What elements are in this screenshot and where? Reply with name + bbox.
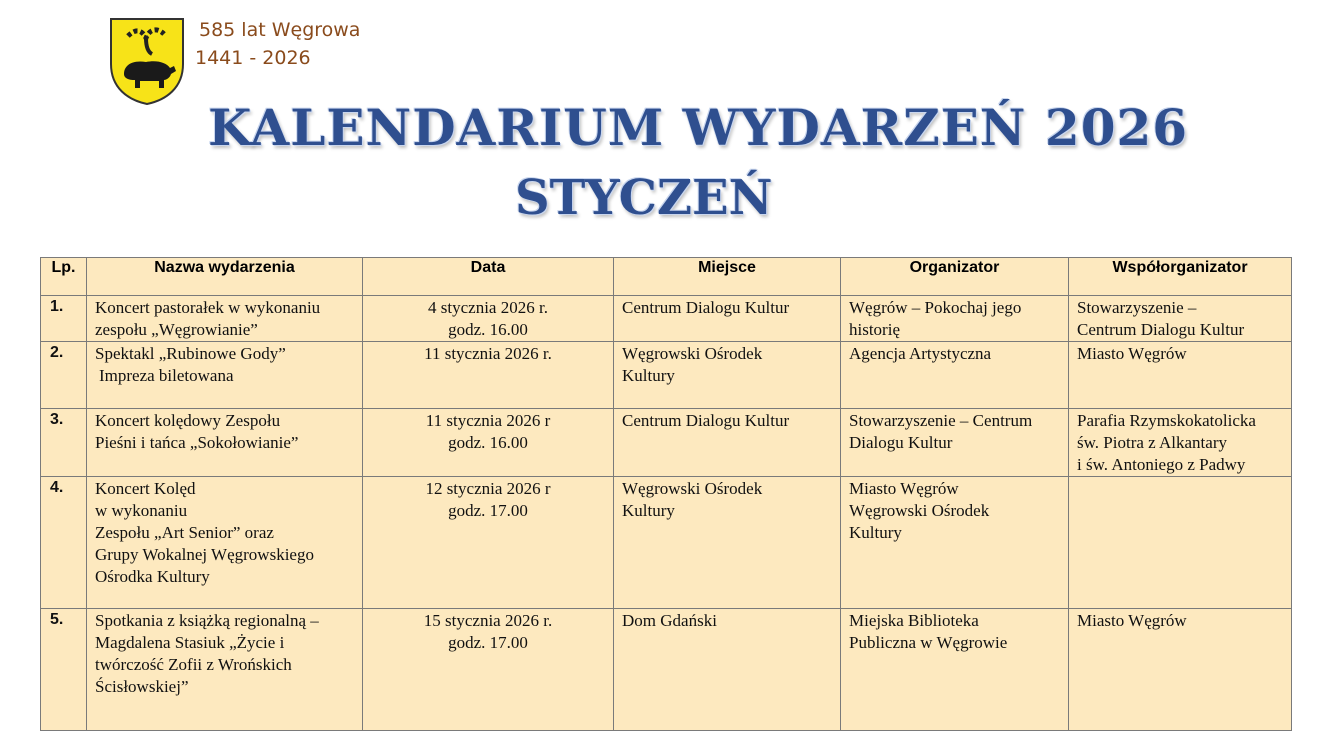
cell-organizer (841, 342, 1069, 409)
coat-of-arms-bear-icon (108, 16, 186, 106)
cell-line: i św. Antoniego z Padwy (1077, 455, 1246, 474)
cell-organizer (841, 477, 1069, 609)
cell-line: Agencja Artystyczna (849, 344, 992, 363)
cell-place (614, 609, 841, 731)
cell-coorganizer (1069, 477, 1292, 609)
cell-line: Węgrowski Ośrodek (849, 501, 990, 520)
anniversary-years: 1441 - 2026 (195, 47, 311, 69)
cell-line: Kultury (622, 366, 675, 385)
cell-date (363, 296, 614, 342)
cell-line: historię (849, 320, 900, 339)
cell-line: 12 stycznia 2026 r (425, 479, 551, 498)
column-header-lp: Lp. (41, 258, 87, 296)
cell-line: św. Piotra z Alkantary (1077, 433, 1227, 452)
column-header-coorganizer: Współorganizator (1069, 258, 1292, 296)
cell-coorganizer (1069, 296, 1292, 342)
cell-line: Dom Gdański (622, 611, 717, 630)
cell-line: Magdalena Stasiuk „Życie i (95, 633, 285, 652)
cell-line: Miasto Węgrów (849, 479, 959, 498)
cell-line: Dialogu Kultur (849, 433, 953, 452)
cell-line: Ścisłowskiej” (95, 677, 189, 696)
cell-line: 11 stycznia 2026 r. (424, 344, 552, 363)
cell-line: zespołu „Węgrowianie” (95, 320, 258, 339)
cell-line: 15 stycznia 2026 r. (423, 611, 553, 630)
cell-name (87, 477, 363, 609)
cell-line: Koncert kolędowy Zespołu (95, 411, 281, 430)
column-header-date: Data (363, 258, 614, 296)
cell-place (614, 477, 841, 609)
column-header-place: Miejsce (614, 258, 841, 296)
cell-organizer (841, 296, 1069, 342)
column-header-organizer: Organizator (841, 258, 1069, 296)
cell-line: Parafia Rzymskokatolicka (1077, 411, 1256, 430)
cell-line: godz. 17.00 (448, 633, 528, 652)
table-header-row (41, 258, 1292, 296)
cell-line: w wykonaniu (95, 501, 188, 520)
cell-place (614, 409, 841, 477)
row-number: 1. (41, 296, 87, 342)
cell-place (614, 342, 841, 409)
cell-organizer (841, 609, 1069, 731)
cell-line: Stowarzyszenie – Centrum (849, 411, 1033, 430)
cell-line: Węgrowski Ośrodek (622, 344, 763, 363)
cell-coorganizer (1069, 409, 1292, 477)
cell-line: Koncert pastorałek w wykonaniu (95, 298, 321, 317)
cell-line: Pieśni i tańca „Sokołowianie” (95, 433, 299, 452)
cell-line: Kultury (622, 501, 675, 520)
cell-line: twórczość Zofii z Wrońskich (95, 655, 292, 674)
row-number: 5. (41, 609, 87, 731)
column-header-name: Nazwa wydarzenia (87, 258, 363, 296)
cell-place (614, 296, 841, 342)
cell-line: Ośrodka Kultury (95, 567, 210, 586)
cell-coorganizer (1069, 342, 1292, 409)
table-row (41, 409, 1292, 477)
cell-line: Spotkania z książką regionalną – (95, 611, 319, 630)
cell-date (363, 609, 614, 731)
table-row (41, 342, 1292, 409)
cell-date (363, 477, 614, 609)
row-number: 4. (41, 477, 87, 609)
table-row (41, 296, 1292, 342)
cell-line: Grupy Wokalnej Węgrowskiego (95, 545, 314, 564)
cell-line: Miasto Węgrów (1077, 611, 1187, 630)
month-title: STYCZEŃ (515, 170, 773, 226)
cell-line: Miejska Biblioteka (849, 611, 979, 630)
cell-date (363, 342, 614, 409)
cell-line: godz. 16.00 (448, 433, 528, 452)
cell-organizer (841, 409, 1069, 477)
cell-line: Spektakl „Rubinowe Gody” (95, 344, 286, 363)
cell-line: Impreza biletowana (99, 366, 234, 385)
cell-name (87, 342, 363, 409)
cell-coorganizer (1069, 609, 1292, 731)
cell-line: Węgrów – Pokochaj jego (849, 298, 1022, 317)
cell-line: Centrum Dialogu Kultur (622, 411, 790, 430)
cell-name (87, 409, 363, 477)
cell-name (87, 609, 363, 731)
cell-line: Publiczna w Węgrowie (849, 633, 1008, 652)
events-table (40, 257, 1292, 731)
cell-line: godz. 17.00 (448, 501, 528, 520)
cell-date (363, 409, 614, 477)
cell-line: Miasto Węgrów (1077, 344, 1187, 363)
cell-line: Stowarzyszenie – (1077, 298, 1197, 317)
anniversary-text: 585 lat Węgrowa (199, 19, 361, 41)
cell-line: godz. 16.00 (448, 320, 528, 339)
cell-line: Centrum Dialogu Kultur (1077, 320, 1245, 339)
page-title: KALENDARIUM WYDARZEŃ 2026 (208, 98, 1189, 157)
cell-line: 4 stycznia 2026 r. (428, 298, 548, 317)
cell-line: Centrum Dialogu Kultur (622, 298, 790, 317)
row-number: 2. (41, 342, 87, 409)
cell-line: Zespołu „Art Senior” oraz (95, 523, 274, 542)
table-row (41, 477, 1292, 609)
row-number: 3. (41, 409, 87, 477)
cell-name (87, 296, 363, 342)
cell-line: Koncert Kolęd (95, 479, 196, 498)
cell-line: Węgrowski Ośrodek (622, 479, 763, 498)
cell-line: Kultury (849, 523, 902, 542)
table-row (41, 609, 1292, 731)
cell-line: 11 stycznia 2026 r (425, 411, 551, 430)
